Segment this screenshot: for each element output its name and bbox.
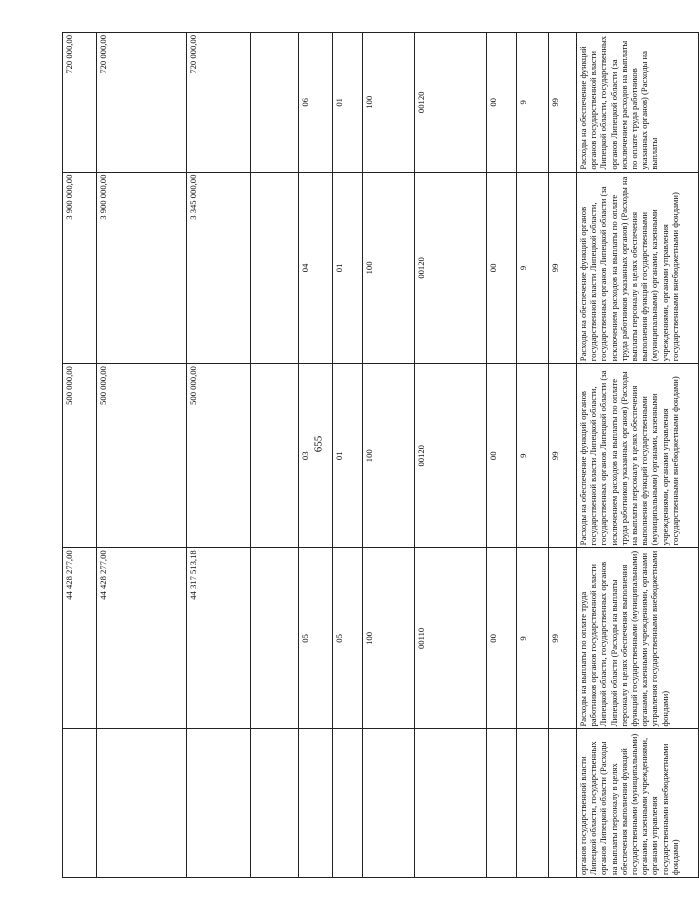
cell-amount3: 500 000,00 bbox=[63, 364, 97, 548]
cell-amount2: 3 900 000,00 bbox=[97, 172, 187, 364]
cell-amount1 bbox=[187, 729, 251, 878]
cell-c8 bbox=[251, 172, 299, 364]
cell-c2: 9 bbox=[517, 364, 549, 548]
cell-c1: 99 bbox=[549, 548, 577, 729]
cell-c3: 00 bbox=[487, 548, 517, 729]
cell-c3: 00 bbox=[487, 172, 517, 364]
cell-c6: 01 bbox=[333, 172, 363, 364]
cell-c4: 00120 bbox=[415, 33, 487, 173]
cell-c3: 00 bbox=[487, 33, 517, 173]
field-row-amount3 bbox=[63, 33, 97, 878]
cell-amount2 bbox=[97, 729, 187, 878]
cell-c7 bbox=[299, 729, 333, 878]
cell-amount3 bbox=[63, 729, 97, 878]
cell-amount3: 3 900 000,00 bbox=[63, 172, 97, 364]
cell-c5 bbox=[363, 729, 415, 878]
cell-c4: 00120 bbox=[415, 172, 487, 364]
cell-c8 bbox=[251, 548, 299, 729]
cell-c3 bbox=[487, 729, 517, 878]
field-row-amount2 bbox=[97, 33, 187, 878]
cell-amount1: 500 000,00 bbox=[187, 364, 251, 548]
cell-c5: 100 bbox=[363, 364, 415, 548]
cell-amount2: 44 428 277,00 bbox=[97, 548, 187, 729]
field-row-c6 bbox=[333, 33, 363, 878]
cell-c6 bbox=[333, 729, 363, 878]
cell-c7: 06 bbox=[299, 33, 333, 173]
cell-c6: 01 bbox=[333, 364, 363, 548]
cell-c7: 04 bbox=[299, 172, 333, 364]
cell-c2: 9 bbox=[517, 172, 549, 364]
cell-c6: 05 bbox=[333, 548, 363, 729]
field-row-c7 bbox=[299, 33, 333, 878]
cell-amount1: 44 317 513,18 bbox=[187, 548, 251, 729]
cell-description: Расходы на обеспечение функций органов государственной власти Липецкой области, государственных органов Липецкой области (за исключением расходов на выплаты по оплате труда работников указанных органов) (Расходы на выплаты bbox=[577, 33, 699, 173]
cell-c7: 03 bbox=[299, 364, 333, 548]
cell-amount2: 720 000,00 bbox=[97, 33, 187, 173]
cell-amount3: 44 428 277,00 bbox=[63, 548, 97, 729]
cell-c3: 00 bbox=[487, 364, 517, 548]
cell-c5: 100 bbox=[363, 548, 415, 729]
cell-amount3: 720 000,00 bbox=[63, 33, 97, 173]
cell-c1 bbox=[549, 729, 577, 878]
cell-c4 bbox=[415, 729, 487, 878]
cell-c2: 9 bbox=[517, 548, 549, 729]
page-number: 655 bbox=[312, 435, 325, 453]
cell-c4: 00110 bbox=[415, 548, 487, 729]
cell-amount2: 500 000,00 bbox=[97, 364, 187, 548]
field-row-c5 bbox=[363, 33, 415, 878]
cell-description: Расходы на обеспечение функций органов государственной власти Липецкой области, государственных органов Липецкой области (за исключением расходов на выплаты по оплате труда работников указанных органов) (Расходы на выплаты персоналу в целях обеспечения выполнения функций государственными (муниципальными) органами, казенными учреждениями, органами управления государственными внебюджетными фондами) bbox=[577, 364, 699, 548]
field-row-c4 bbox=[415, 33, 487, 878]
cell-c4: 00120 bbox=[415, 364, 487, 548]
cell-amount1: 720 000,00 bbox=[187, 33, 251, 173]
cell-c8 bbox=[251, 33, 299, 173]
field-row-c2 bbox=[517, 33, 549, 878]
field-row-amount1 bbox=[187, 33, 251, 878]
cell-c6: 01 bbox=[333, 33, 363, 173]
field-row-description bbox=[577, 33, 699, 878]
cell-description: Расходы на выплаты по оплате труда работников органов государственной власти Липецкой области, государственных органов Липецкой области (Расходы на выплаты персоналу в целях обеспечения выполнения функций государственными (муниципальными) органами, казенными учреждениями, органами управления государственными внебюджетными фондами) bbox=[577, 548, 699, 729]
cell-c5: 100 bbox=[363, 33, 415, 173]
cell-description: Расходы на обеспечение функций органов государственной власти Липецкой области, государственных органов Липецкой области (за исключением расходов на выплаты по оплате труда работников указанных органов) (Расходы на выплаты персоналу в целях обеспечения выполнения функций государственными (муниципальными) органами, казенными учреждениями, органами управления государственными внебюджетными фондами) bbox=[577, 172, 699, 364]
field-row-c3 bbox=[487, 33, 517, 878]
cell-amount1: 3 345 000,00 bbox=[187, 172, 251, 364]
cell-c2 bbox=[517, 729, 549, 878]
cell-c5: 100 bbox=[363, 172, 415, 364]
cell-c7: 05 bbox=[299, 548, 333, 729]
cell-description: органов государственной власти Липецкой области, государственных органов Липецкой области (Расходы на выплаты персоналу в целях обеспечения выполнения функций государственными (муниципальными) органами, казенными учреждениями, органами управления государственными внебюджетными фондами) bbox=[577, 729, 699, 878]
cell-c2: 9 bbox=[517, 33, 549, 173]
budget-table bbox=[62, 32, 699, 878]
rotated-table-container bbox=[62, 32, 680, 878]
field-row-c8 bbox=[251, 33, 299, 878]
cell-c1: 99 bbox=[549, 364, 577, 548]
cell-c1: 99 bbox=[549, 172, 577, 364]
field-row-c1 bbox=[549, 33, 577, 878]
cell-c8 bbox=[251, 729, 299, 878]
cell-c8 bbox=[251, 364, 299, 548]
cell-c1: 99 bbox=[549, 33, 577, 173]
